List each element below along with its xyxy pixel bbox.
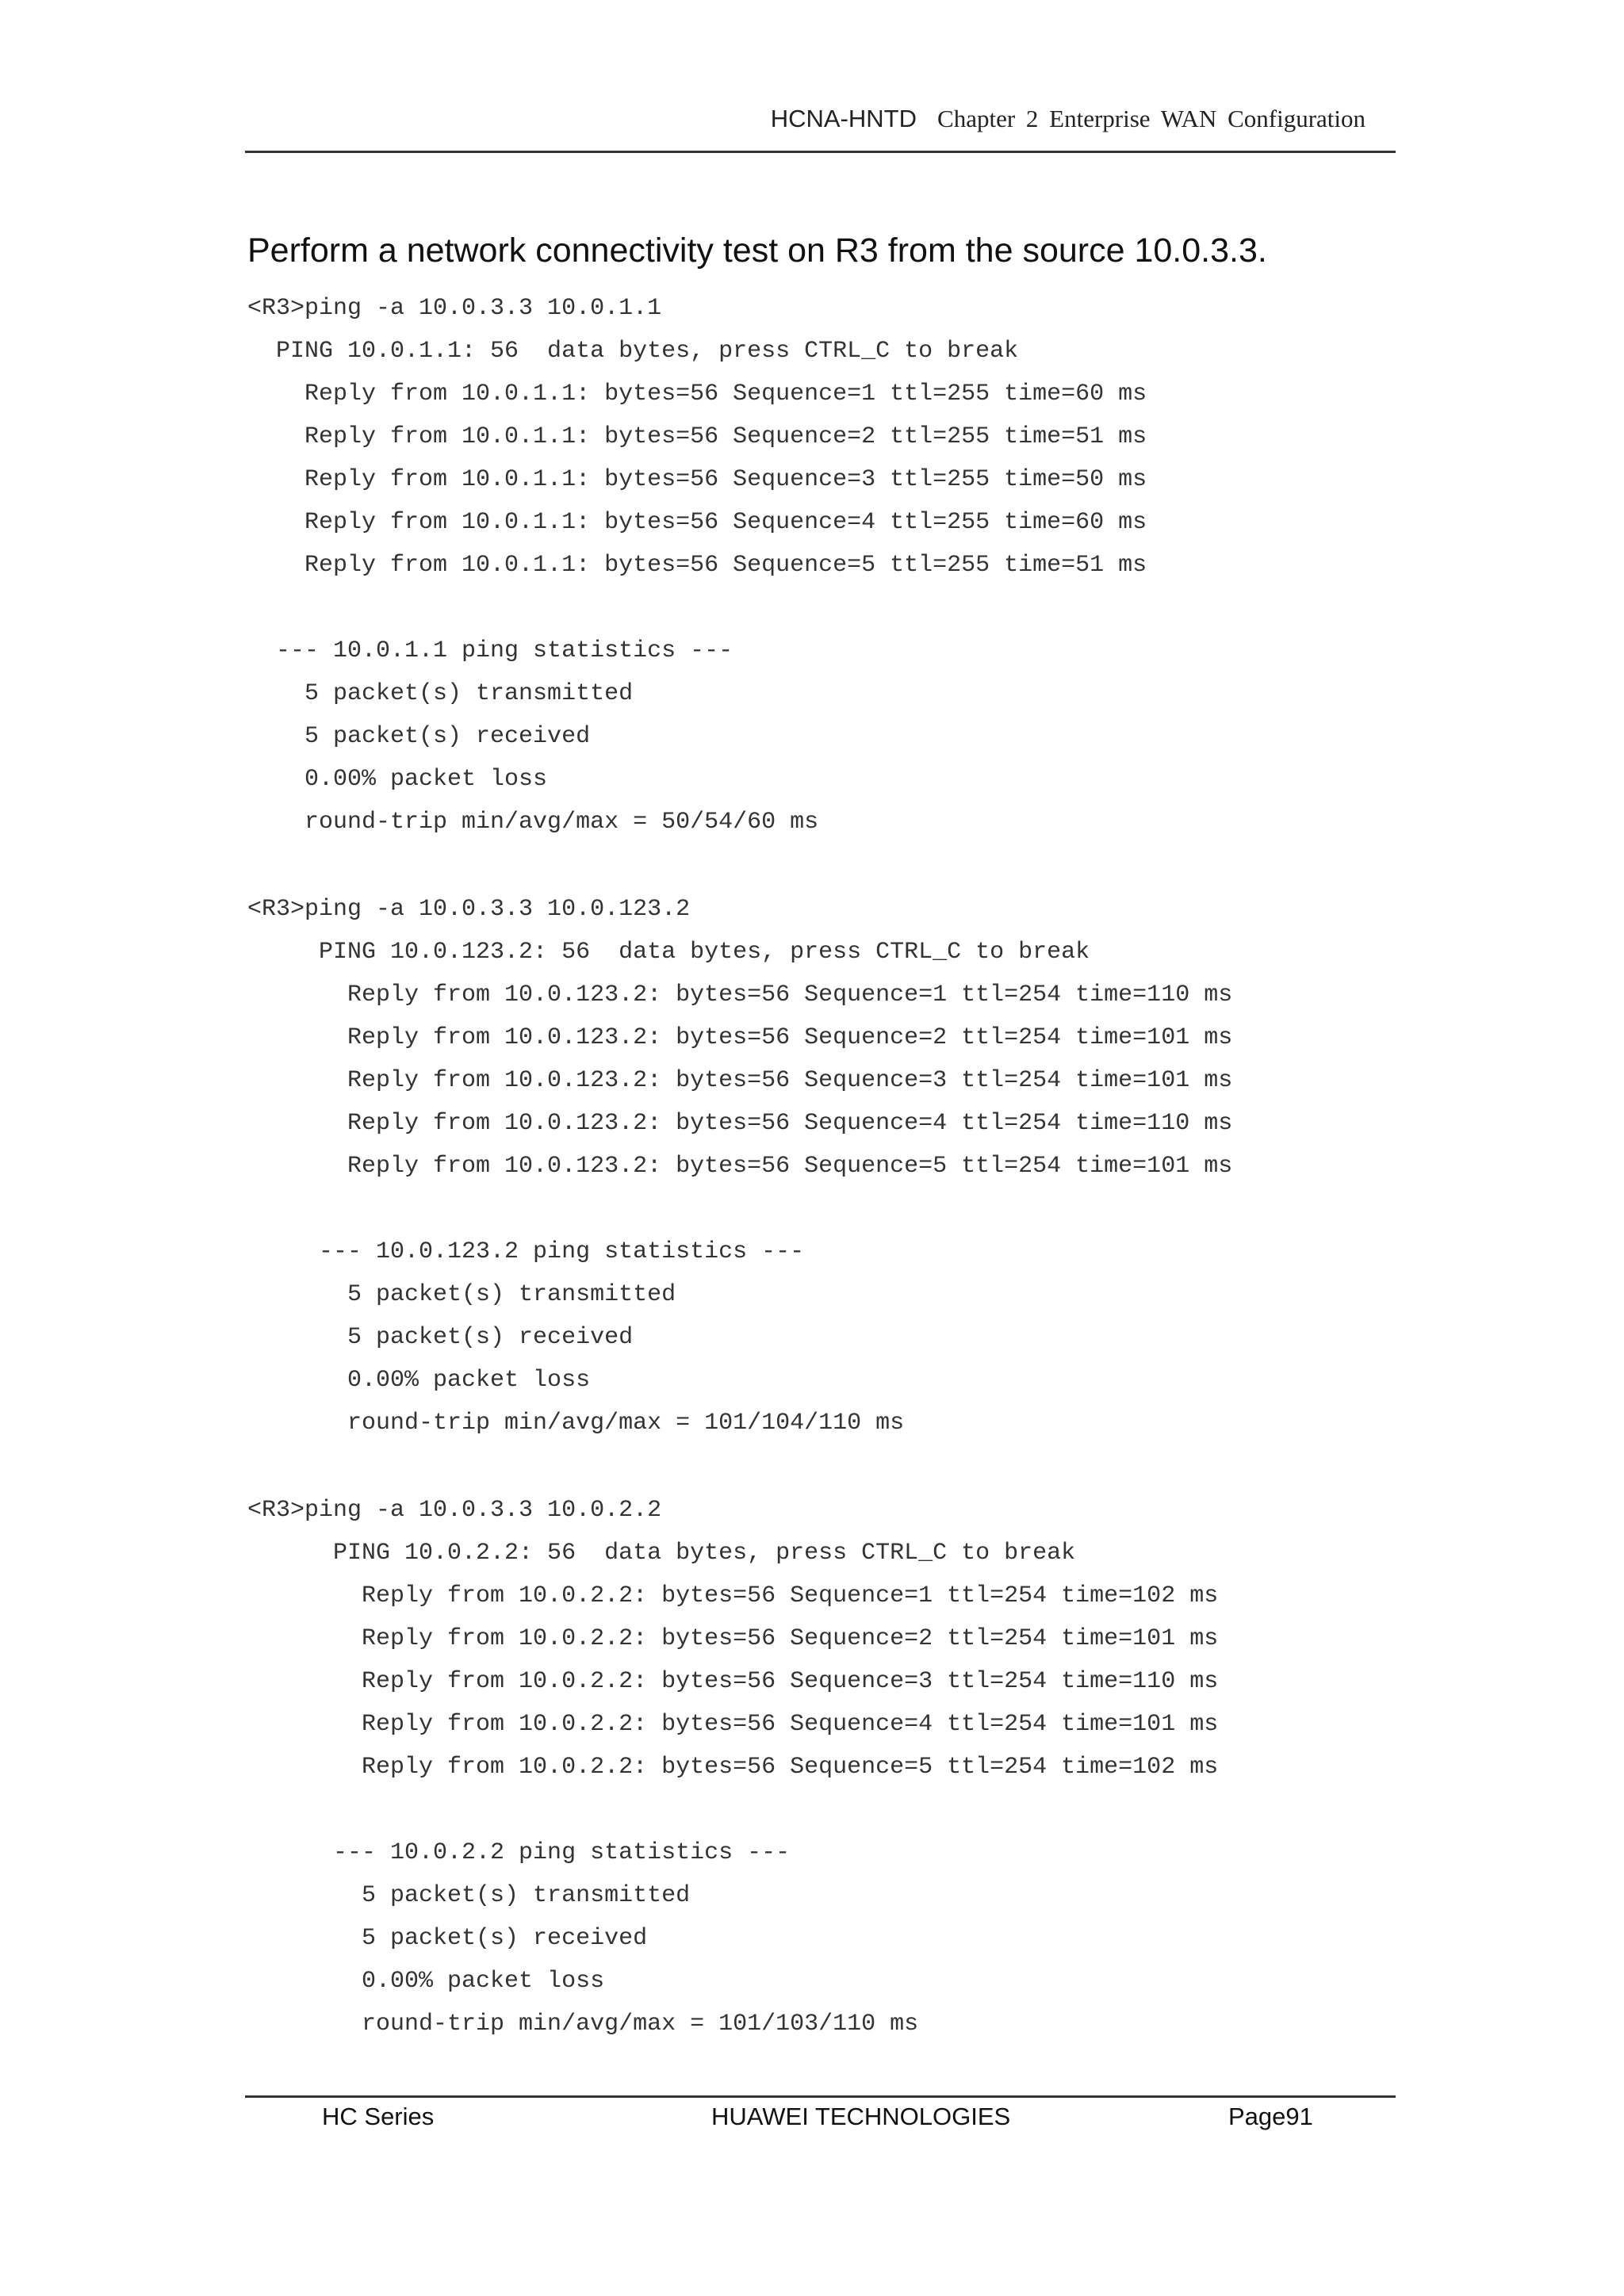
code-line	[247, 1789, 1218, 1831]
code-line: Reply from 10.0.1.1: bytes=56 Sequence=4 ttl=255 time=60 ms	[247, 509, 1147, 536]
page-header	[245, 101, 1396, 153]
ping-output-block-3	[247, 1489, 1218, 2045]
code-line: Reply from 10.0.123.2: bytes=56 Sequence=4 ttl=254 time=110 ms	[247, 1110, 1233, 1137]
code-line: <R3>ping -a 10.0.3.3 10.0.123.2	[247, 896, 691, 923]
code-line: Reply from 10.0.2.2: bytes=56 Sequence=2 ttl=254 time=101 ms	[247, 1625, 1219, 1652]
code-line: PING 10.0.2.2: 56 data bytes, press CTRL_C to break	[247, 1540, 1076, 1567]
header-series: HCNA-HNTD	[770, 105, 917, 132]
section-heading: Perform a network connectivity test on R3 from the source 10.0.3.3.	[247, 232, 1267, 270]
code-line: Reply from 10.0.123.2: bytes=56 Sequence=3 ttl=254 time=101 ms	[247, 1067, 1233, 1094]
code-line: round-trip min/avg/max = 101/103/110 ms	[247, 2011, 919, 2038]
code-line: Reply from 10.0.1.1: bytes=56 Sequence=5 ttl=255 time=51 ms	[247, 552, 1147, 579]
code-line: Reply from 10.0.123.2: bytes=56 Sequence=2 ttl=254 time=101 ms	[247, 1024, 1233, 1051]
code-line: Reply from 10.0.123.2: bytes=56 Sequence=1 ttl=254 time=110 ms	[247, 982, 1233, 1008]
page-footer	[245, 2095, 1396, 2145]
code-line: round-trip min/avg/max = 101/104/110 ms	[247, 1410, 905, 1437]
code-line	[247, 587, 1147, 629]
code-line: 5 packet(s) received	[247, 723, 591, 750]
code-line	[247, 1188, 1232, 1230]
code-line: --- 10.0.2.2 ping statistics ---	[247, 1839, 791, 1866]
code-line: Reply from 10.0.2.2: bytes=56 Sequence=1 ttl=254 time=102 ms	[247, 1582, 1219, 1609]
code-line: 5 packet(s) transmitted	[247, 1281, 676, 1308]
code-line: PING 10.0.123.2: 56 data bytes, press CTRL_C to break	[247, 939, 1090, 966]
code-line: 5 packet(s) received	[247, 1925, 648, 1952]
code-line: Reply from 10.0.2.2: bytes=56 Sequence=4 ttl=254 time=101 ms	[247, 1711, 1219, 1738]
code-line: Reply from 10.0.2.2: bytes=56 Sequence=3 ttl=254 time=110 ms	[247, 1668, 1219, 1695]
code-line: --- 10.0.1.1 ping statistics ---	[247, 637, 733, 664]
code-line: 5 packet(s) transmitted	[247, 680, 634, 707]
code-line: 0.00% packet loss	[247, 766, 548, 793]
code-line: 0.00% packet loss	[247, 1367, 591, 1394]
code-line: Reply from 10.0.1.1: bytes=56 Sequence=2 ttl=255 time=51 ms	[247, 423, 1147, 450]
page-number: Page91	[1228, 2103, 1313, 2130]
code-line: Reply from 10.0.1.1: bytes=56 Sequence=1 ttl=255 time=60 ms	[247, 381, 1147, 408]
header-text	[771, 105, 1365, 133]
code-line: --- 10.0.123.2 ping statistics ---	[247, 1238, 805, 1265]
code-line: 5 packet(s) received	[247, 1324, 634, 1351]
code-line: round-trip min/avg/max = 50/54/60 ms	[247, 809, 819, 836]
header-chapter: Chapter 2 Enterprise WAN Configuration	[937, 105, 1365, 132]
footer-company: HUAWEI TECHNOLOGIES	[711, 2103, 1011, 2130]
ping-output-block-2	[247, 888, 1232, 1445]
code-line: 0.00% packet loss	[247, 1968, 605, 1995]
code-line: Reply from 10.0.123.2: bytes=56 Sequence=5 ttl=254 time=101 ms	[247, 1153, 1233, 1180]
code-line: Reply from 10.0.1.1: bytes=56 Sequence=3 ttl=255 time=50 ms	[247, 466, 1147, 493]
code-line: <R3>ping -a 10.0.3.3 10.0.2.2	[247, 1497, 662, 1524]
ping-output-block-1	[247, 287, 1147, 844]
code-line: PING 10.0.1.1: 56 data bytes, press CTRL_C to break	[247, 338, 1019, 365]
code-line: Reply from 10.0.2.2: bytes=56 Sequence=5 ttl=254 time=102 ms	[247, 1754, 1219, 1781]
code-line: <R3>ping -a 10.0.3.3 10.0.1.1	[247, 295, 662, 322]
code-line: 5 packet(s) transmitted	[247, 1882, 691, 1909]
footer-series: HC Series	[322, 2103, 435, 2130]
